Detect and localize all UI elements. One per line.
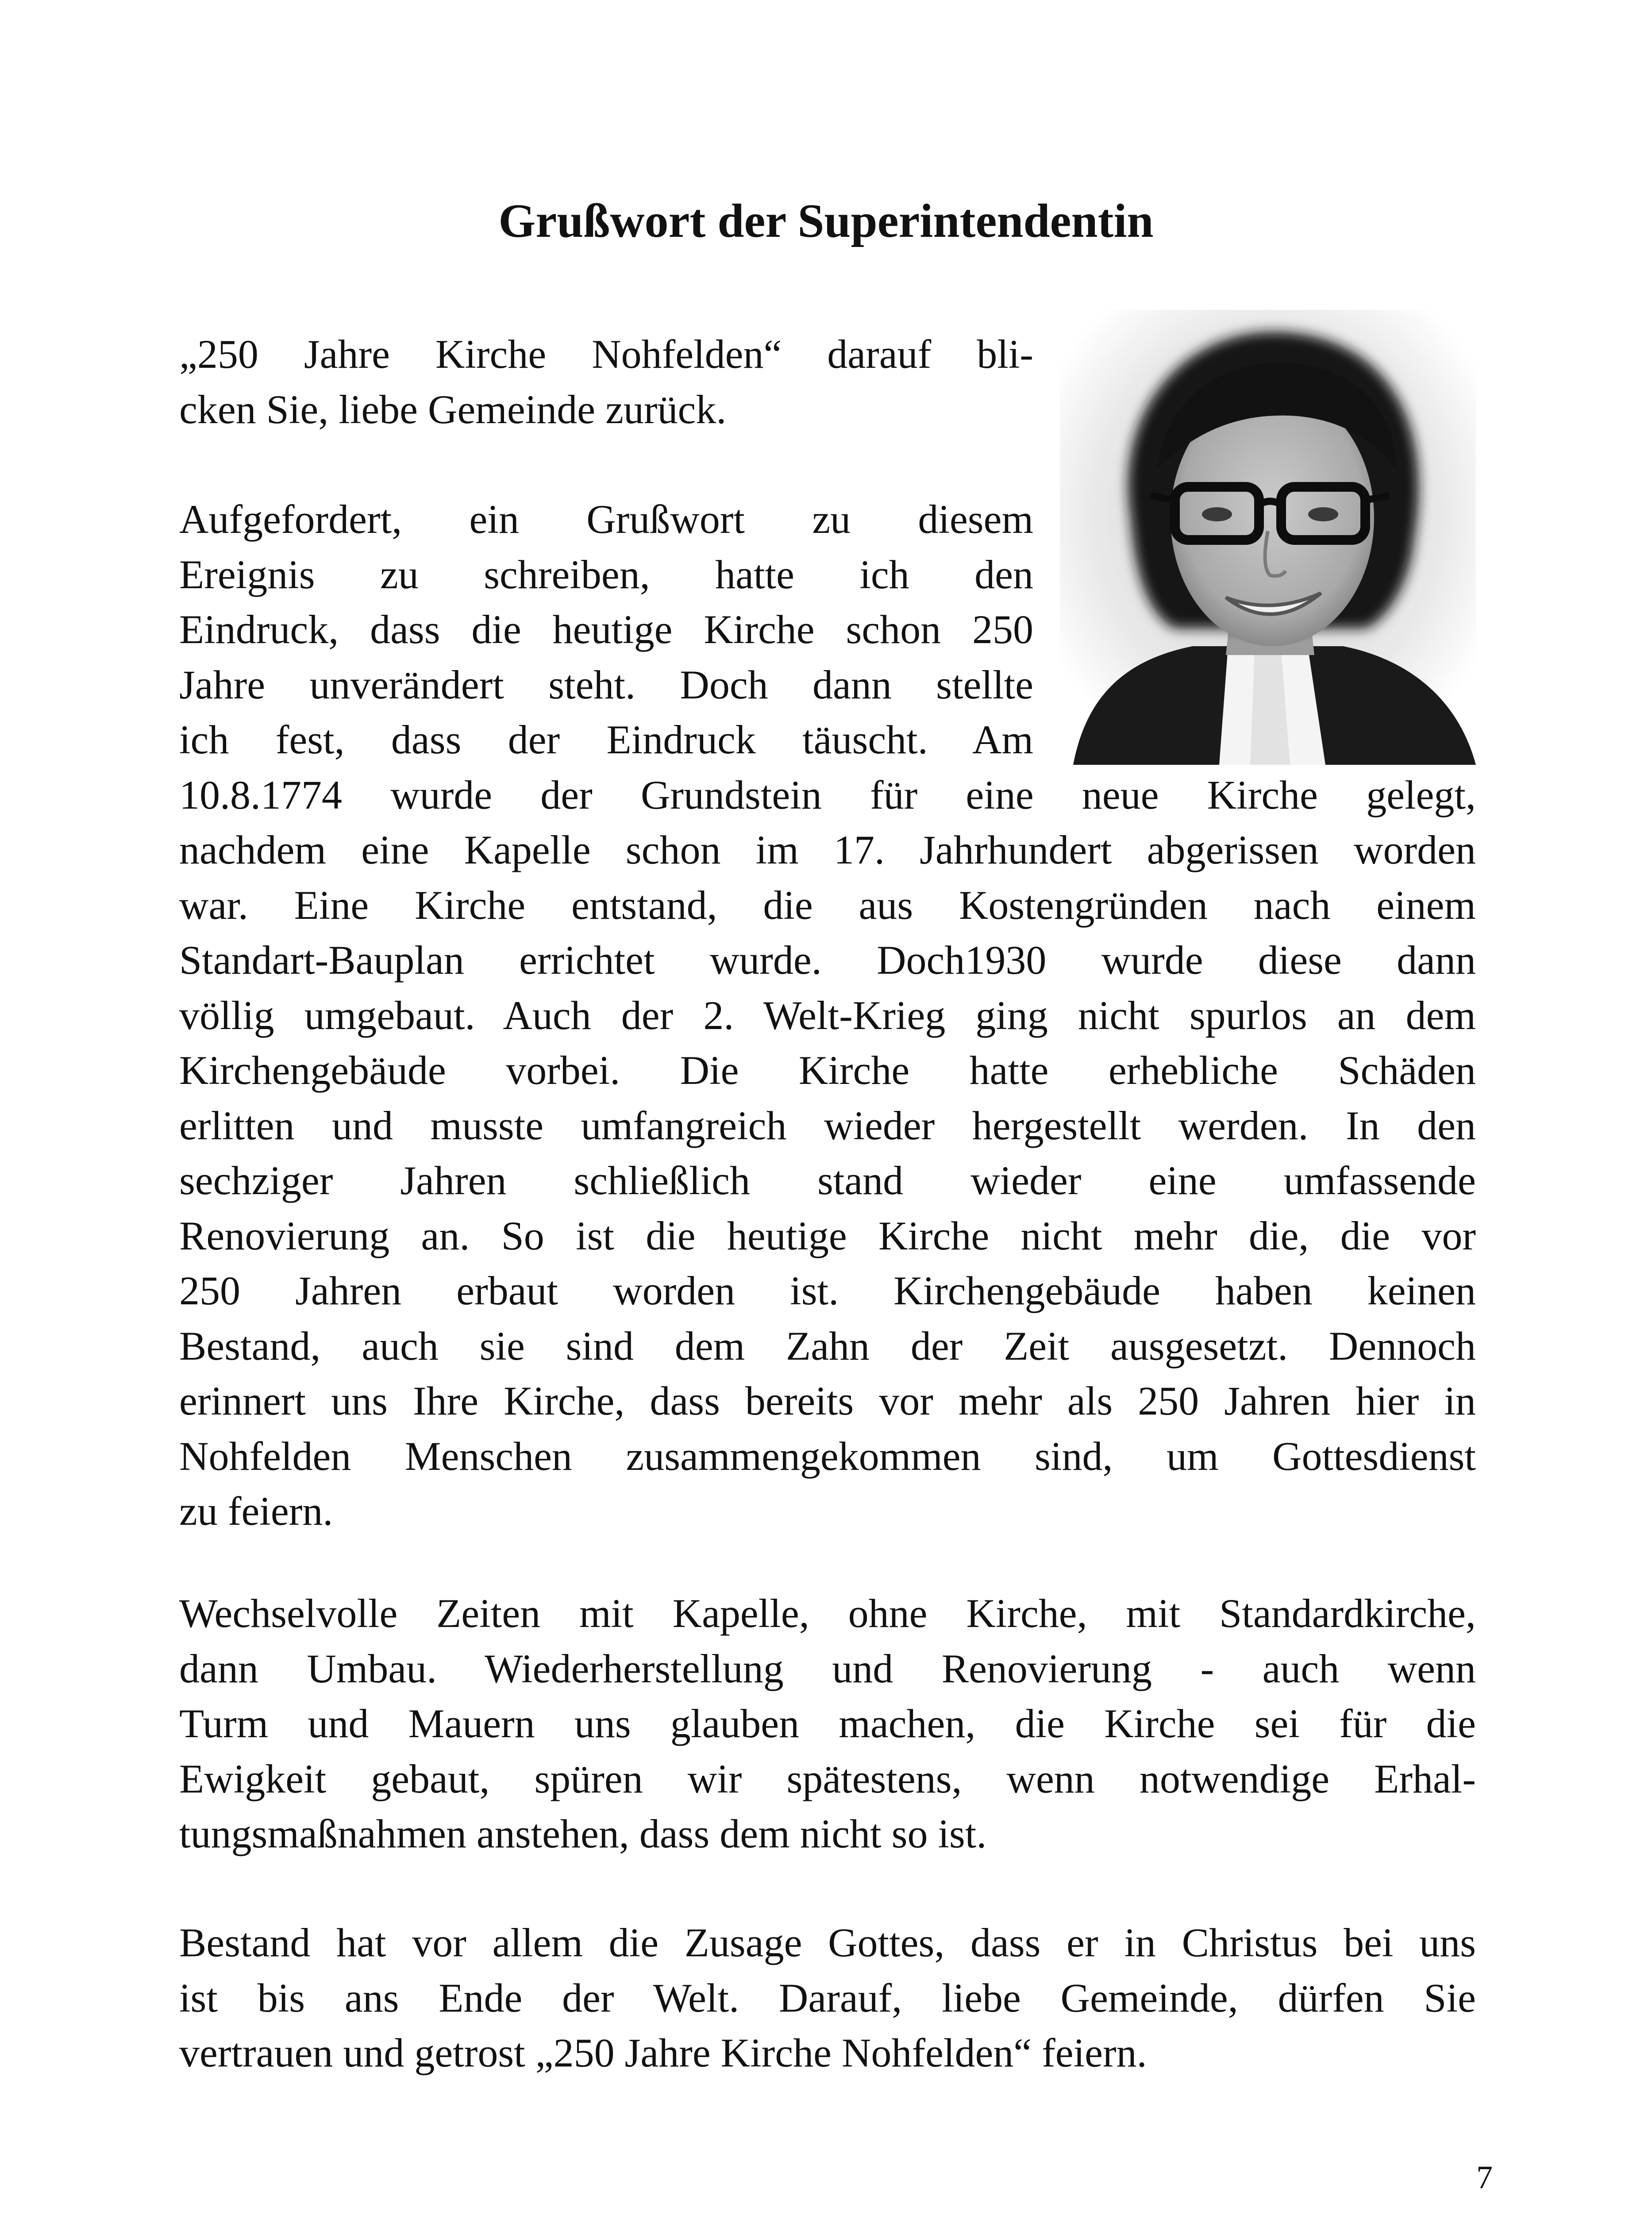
text-line: Aufgefordert, ein Grußwort zu diesem: [179, 497, 1033, 542]
text-line: Eindruck, dass die heutige Kirche schon 250: [179, 607, 1033, 652]
text-line: zu feiern.: [179, 1488, 333, 1534]
text-line: tungsmaßnahmen anstehen, dass dem nicht so ist.: [179, 1811, 987, 1856]
text-line: 250 Jahren erbaut worden ist. Kirchengebäude haben keinen: [179, 1268, 1476, 1313]
text-line: ich fest, dass der Eindruck täuscht. Am: [179, 717, 1033, 762]
text-line: Wechselvolle Zeiten mit Kapelle, ohne Kirche, mit Standardkirche,: [179, 1591, 1476, 1636]
text-line: 10.8.1774 wurde der Grundstein für eine neue Kirche gelegt,: [179, 772, 1476, 817]
body-paragraph-2: [179, 1586, 1476, 1862]
text-line: sechziger Jahren schließlich stand wieder eine umfassende: [179, 1158, 1476, 1203]
text-line: Standart-Bauplan errichtet wurde. Doch1930 wurde diese dann: [179, 937, 1476, 983]
text-line: dann Umbau. Wiederherstellung und Renovierung - auch wenn: [179, 1646, 1476, 1691]
text-line: ist bis ans Ende der Welt. Darauf, liebe Gemeinde, dürfen Sie: [179, 1975, 1476, 2020]
page-number: 7: [1476, 2159, 1493, 2196]
body-paragraph-3: [179, 1915, 1476, 2081]
text-line: war. Eine Kirche entstand, die aus Kostengründen nach einem: [179, 882, 1476, 928]
text-line: Jahre unverändert steht. Doch dann stellte: [179, 662, 1033, 707]
text-line: vertrauen und getrost „250 Jahre Kirche Nohfelden“ feiern.: [179, 2030, 1147, 2075]
text-line: völlig umgebaut. Auch der 2. Welt-Krieg ging nicht spurlos an dem: [179, 992, 1476, 1038]
intro-line: „250 Jahre Kirche Nohfelden“ darauf bli-: [179, 332, 1033, 377]
text-line: erinnert uns Ihre Kirche, dass bereits vor mehr als 250 Jahren hier in: [179, 1378, 1476, 1423]
intro-line: cken Sie, liebe Gemeinde zurück.: [179, 386, 727, 432]
text-line: Ereignis zu schreiben, hatte ich den: [179, 551, 1033, 597]
text-line: Bestand hat vor allem die Zusage Gottes, dass er in Christus bei uns: [179, 1920, 1476, 1965]
text-line: Ewigkeit gebaut, spüren wir spätestens, wenn notwendige Erhal-: [179, 1756, 1476, 1801]
page-title: Grußwort der Superintendentin: [498, 195, 1154, 247]
text-line: Kirchengebäude vorbei. Die Kirche hatte erhebliche Schäden: [179, 1048, 1476, 1093]
intro-paragraph: [179, 327, 1033, 437]
text-line: erlitten und musste umfangreich wieder hergestellt werden. In den: [179, 1103, 1476, 1148]
text-line: Turm und Mauern uns glauben machen, die Kirche sei für die: [179, 1701, 1476, 1746]
text-line: Bestand, auch sie sind dem Zahn der Zeit ausgesetzt. Dennoch: [179, 1323, 1476, 1369]
text-line: Nohfelden Menschen zusammengekommen sind, um Gottesdienst: [179, 1433, 1476, 1479]
text-line: nachdem eine Kapelle schon im 17. Jahrhundert abgerissen worden: [179, 827, 1476, 872]
body-paragraph-1: [179, 492, 1476, 1539]
text-line: Renovierung an. So ist die heutige Kirche nicht mehr die, die vor: [179, 1213, 1476, 1258]
